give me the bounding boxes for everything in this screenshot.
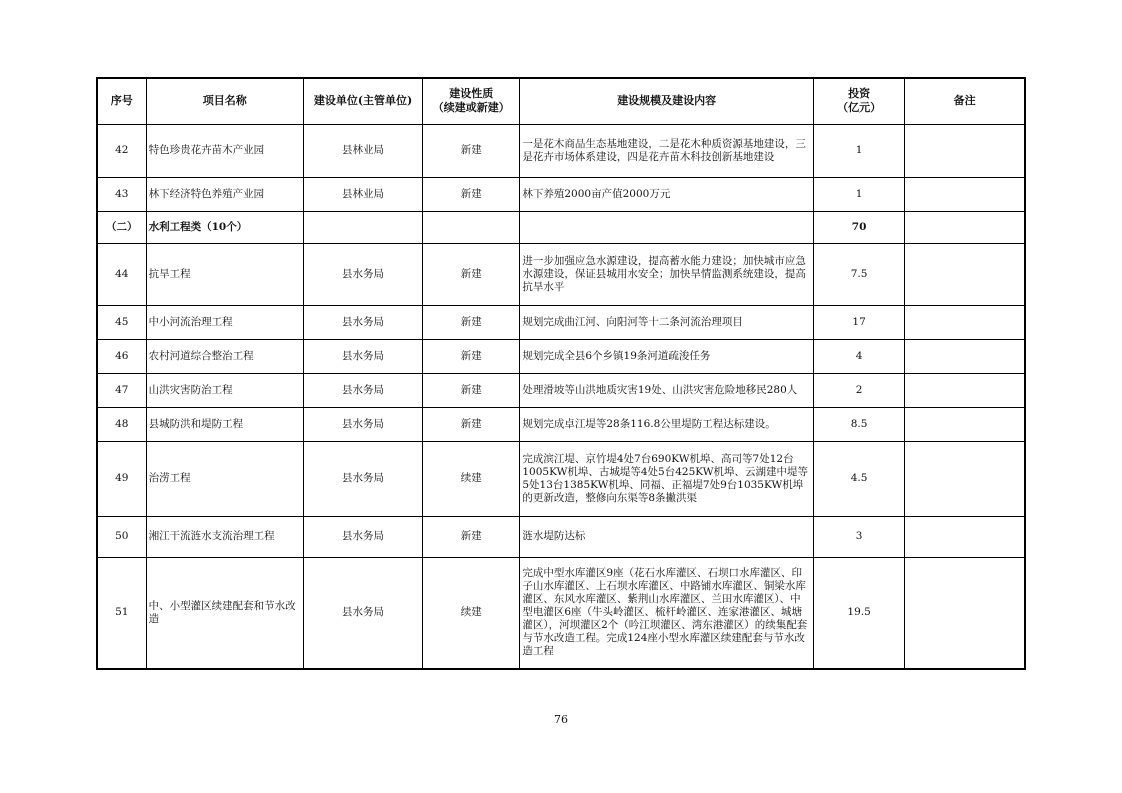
- table-row: [97, 305, 1025, 339]
- table-row: [97, 243, 1025, 305]
- project-name: 水利工程类（10个）: [146, 211, 303, 243]
- category-row: [97, 211, 1025, 243]
- header-no: 序号: [97, 78, 146, 124]
- construction-nature: 新建: [423, 305, 520, 339]
- header-unit: 建设单位(主管单位): [303, 78, 422, 124]
- construction-scope: [520, 211, 814, 243]
- table-row: [97, 516, 1025, 557]
- construction-nature: 新建: [423, 124, 520, 177]
- header-scope: 建设规模及建设内容: [520, 78, 814, 124]
- table-row: [97, 441, 1025, 516]
- construction-scope: 进一步加强应急水源建设，提高蓄水能力建设；加快城市应急水源建设，保证县城用水安全；加快旱情监测系统建设，提高抗旱水平: [520, 243, 814, 305]
- header-nature: 建设性质 （续建或新建）: [423, 78, 520, 124]
- construction-nature: 新建: [423, 373, 520, 407]
- project-name: 中小河流治理工程: [146, 305, 303, 339]
- remarks: [905, 516, 1025, 557]
- construction-nature: 续建: [423, 441, 520, 516]
- project-name: 湘江干流涟水支流治理工程: [146, 516, 303, 557]
- remarks: [905, 407, 1025, 441]
- construction-scope: 林下养殖2000亩产值2000万元: [520, 177, 814, 211]
- header-investment: 投资 （亿元）: [814, 78, 905, 124]
- row-number: 44: [97, 243, 146, 305]
- construction-unit: [303, 211, 422, 243]
- row-number: 47: [97, 373, 146, 407]
- construction-nature: [423, 211, 520, 243]
- row-number: 42: [97, 124, 146, 177]
- investment-amount: 17: [814, 305, 905, 339]
- row-number: （二）: [97, 211, 146, 243]
- remarks: [905, 557, 1025, 669]
- construction-scope: 规划完成卓江堤等28条116.8公里堤防工程达标建设。: [520, 407, 814, 441]
- construction-nature: 新建: [423, 407, 520, 441]
- remarks: [905, 339, 1025, 373]
- construction-nature: 新建: [423, 177, 520, 211]
- project-name: 抗旱工程: [146, 243, 303, 305]
- row-number: 49: [97, 441, 146, 516]
- header-note: 备注: [905, 78, 1025, 124]
- construction-unit: 县水务局: [303, 557, 422, 669]
- page-number: 76: [554, 713, 568, 726]
- row-number: 51: [97, 557, 146, 669]
- investment-amount: 2: [814, 373, 905, 407]
- project-name: 山洪灾害防治工程: [146, 373, 303, 407]
- construction-nature: 新建: [423, 339, 520, 373]
- investment-amount: 70: [814, 211, 905, 243]
- investment-amount: 1: [814, 124, 905, 177]
- table-row: [97, 373, 1025, 407]
- construction-scope: 规划完成曲江河、向阳河等十二条河流治理项目: [520, 305, 814, 339]
- table-row: [97, 557, 1025, 669]
- remarks: [905, 305, 1025, 339]
- project-name: 林下经济特色养殖产业园: [146, 177, 303, 211]
- construction-scope: 完成中型水库灌区9座（花石水库灌区、石坝口水库灌区、印子山水库灌区、上石坝水库灌区、中路铺水库灌区、铜梁水库灌区、东风水库灌区、紫荆山水库灌区、兰田水库灌区）、中型电灌区6座（牛头岭灌区、梳杆岭灌区、连家港灌区、城塘灌区），河坝灌区2个（吟江坝灌区、湾东港灌区）的续集配套与节水改造工程。完成124座小型水库灌区续建配套与节水改造工程: [520, 557, 814, 669]
- construction-unit: 县水务局: [303, 516, 422, 557]
- investment-amount: 8.5: [814, 407, 905, 441]
- remarks: [905, 441, 1025, 516]
- row-number: 43: [97, 177, 146, 211]
- construction-scope: 处理滑坡等山洪地质灾害19处、山洪灾害危险地移民280人: [520, 373, 814, 407]
- construction-unit: 县水务局: [303, 339, 422, 373]
- remarks: [905, 243, 1025, 305]
- table-row: [97, 124, 1025, 177]
- investment-amount: 4: [814, 339, 905, 373]
- investment-amount: 3: [814, 516, 905, 557]
- project-name: 中、小型灌区续建配套和节水改造: [146, 557, 303, 669]
- investment-amount: 19.5: [814, 557, 905, 669]
- investment-amount: 4.5: [814, 441, 905, 516]
- construction-scope: 规划完成全县6个乡镇19条河道疏浚任务: [520, 339, 814, 373]
- remarks: [905, 211, 1025, 243]
- construction-nature: 新建: [423, 243, 520, 305]
- table-row: [97, 339, 1025, 373]
- row-number: 45: [97, 305, 146, 339]
- remarks: [905, 373, 1025, 407]
- row-number: 50: [97, 516, 146, 557]
- row-number: 46: [97, 339, 146, 373]
- project-name: 县城防洪和堤防工程: [146, 407, 303, 441]
- table-row: [97, 407, 1025, 441]
- row-number: 48: [97, 407, 146, 441]
- construction-unit: 县水务局: [303, 441, 422, 516]
- remarks: [905, 177, 1025, 211]
- construction-unit: 县水务局: [303, 305, 422, 339]
- construction-scope: 涟水堤防达标: [520, 516, 814, 557]
- construction-nature: 新建: [423, 516, 520, 557]
- construction-unit: 县水务局: [303, 373, 422, 407]
- project-table: [96, 77, 1026, 670]
- header-row: [97, 78, 1025, 124]
- construction-unit: 县林业局: [303, 124, 422, 177]
- construction-unit: 县林业局: [303, 177, 422, 211]
- project-name: 农村河道综合整治工程: [146, 339, 303, 373]
- header-project-name: 项目名称: [146, 78, 303, 124]
- construction-unit: 县水务局: [303, 407, 422, 441]
- project-name: 特色珍贵花卉苗木产业园: [146, 124, 303, 177]
- table-row: [97, 177, 1025, 211]
- investment-amount: 1: [814, 177, 905, 211]
- remarks: [905, 124, 1025, 177]
- construction-nature: 续建: [423, 557, 520, 669]
- project-name: 治涝工程: [146, 441, 303, 516]
- investment-amount: 7.5: [814, 243, 905, 305]
- construction-unit: 县水务局: [303, 243, 422, 305]
- construction-scope: 完成滨江堤、京竹堤4处7台690KW机埠、高司等7处12台1005KW机埠、古城堤等4处5台425KW机埠、云湖建中堤等5处13台1385KW机埠、同福、正福堤7处9台1035KW机埠的更新改造，整修向东渠等8条撇洪渠: [520, 441, 814, 516]
- construction-scope: 一是花木商品生态基地建设，二是花木种质资源基地建设，三是花卉市场体系建设，四是花卉苗木科技创新基地建设: [520, 124, 814, 177]
